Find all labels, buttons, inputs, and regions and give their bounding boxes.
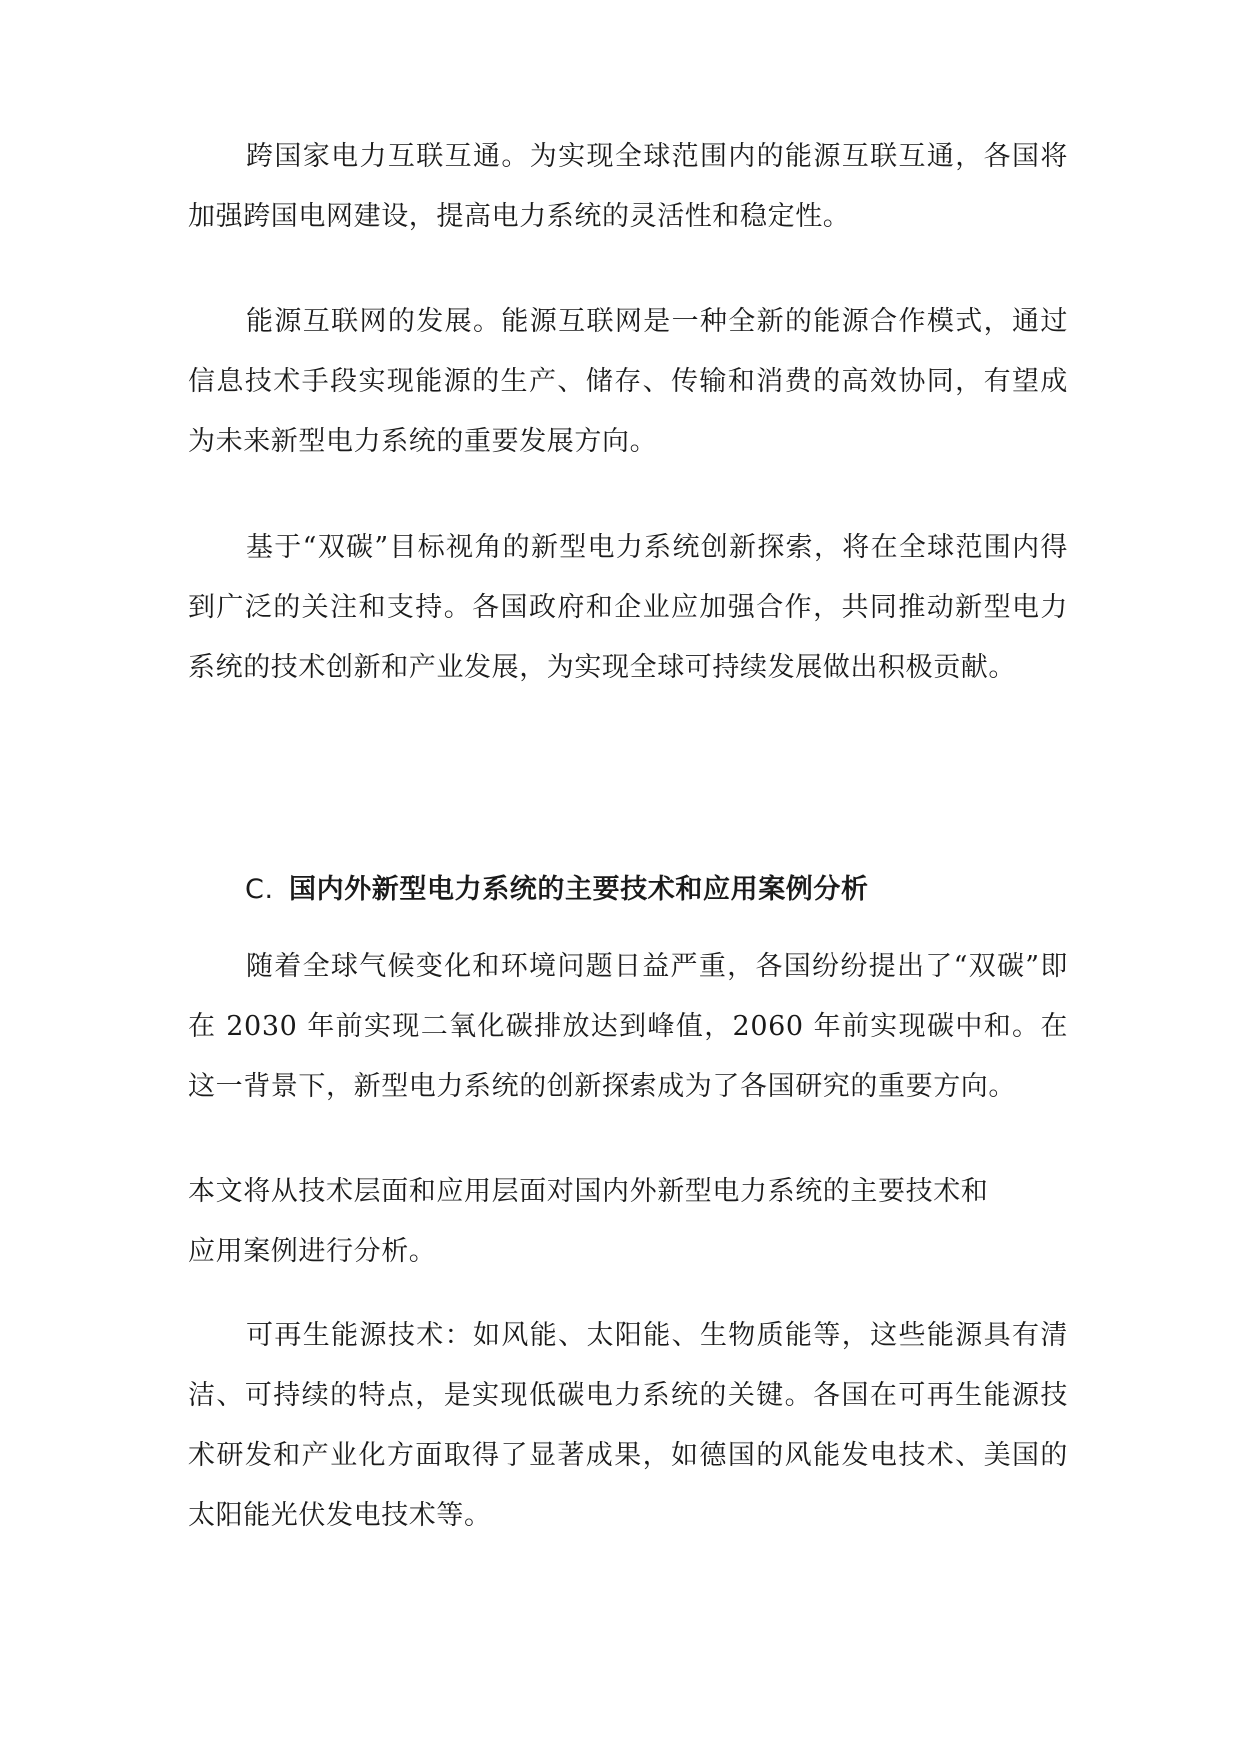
paragraph-analysis-scope	[188, 1162, 1068, 1282]
section-heading-number: C.	[245, 874, 274, 905]
paragraph-dual-carbon-exploration: 基于“双碳”目标视角的新型电力系统创新探索，将在全球范围内得到广泛的关注和支持。各国政府和企业应加强合作，共同推动新型电力系统的技术创新和产业发展，为实现全球可持续发展做出积极贡献。	[188, 532, 1068, 683]
paragraph-renewable-energy-tech: 可再生能源技术：如风能、太阳能、生物质能等，这些能源具有清洁、可持续的特点，是实现低碳电力系统的关键。各国在可再生能源技术研发和产业化方面取得了显著成果，如德国的风能发电技术、美国的太阳能光伏发电技术等。	[188, 1320, 1068, 1531]
paragraph-energy-internet: 能源互联网的发展。能源互联网是一种全新的能源合作模式，通过信息技术手段实现能源的生产、储存、传输和消费的高效协同，有望成为未来新型电力系统的重要发展方向。	[188, 306, 1068, 457]
paragraph-cross-border-interconnection: 跨国家电力互联互通。为实现全球范围内的能源互联互通，各国将加强跨国电网建设，提高电力系统的灵活性和稳定性。	[188, 141, 1068, 232]
paragraph-analysis-scope-line-1: 本文将从技术层面和应用层面对国内外新型电力系统的主要技术和	[188, 1176, 989, 1207]
paragraph-analysis-scope-line-2: 应用案例进行分析。	[188, 1236, 437, 1267]
section-heading-title: 国内外新型电力系统的主要技术和应用案例分析	[289, 874, 869, 905]
paragraph-climate-background: 随着全球气候变化和环境问题日益严重，各国纷纷提出了“双碳”即在 2030 年前实现二氧化碳排放达到峰值，2060 年前实现碳中和。在这一背景下，新型电力系统的创新探索成为了各国研究的重要方向。	[188, 951, 1068, 1102]
section-heading	[245, 870, 1065, 910]
